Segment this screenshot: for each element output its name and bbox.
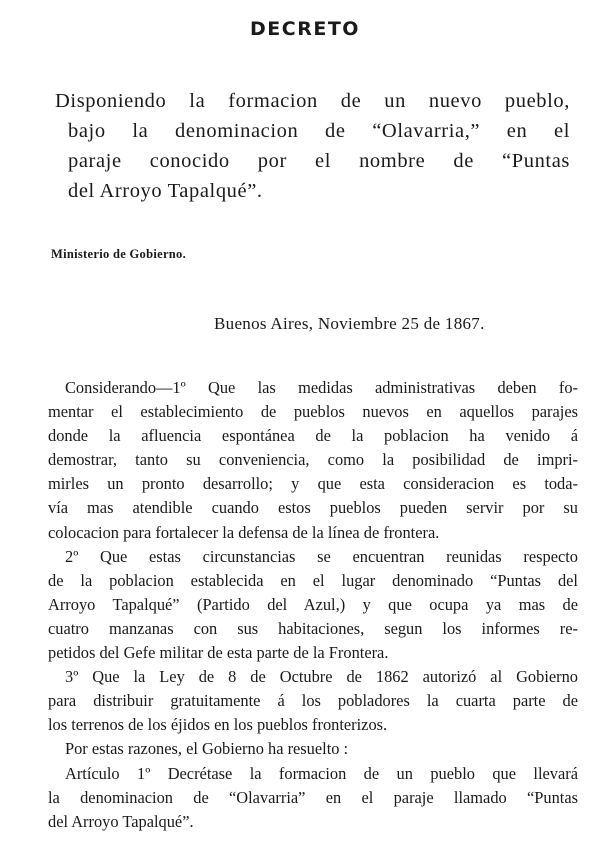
body-line: 2º Que estas circunstancias se encuentran reunidas respecto [65,546,578,566]
body-line: para distribuir gratuitamente á los pobladores la cuarta parte de [48,691,578,711]
subtitle-line: Disponiendo la formacion de un nuevo pueblo, [55,90,570,112]
decree-subtitle [50,86,570,206]
body-line: Considerando—1º Que las medidas administrativas deben fo- [65,378,578,397]
body-line: Arroyo Tapalqué” (Partido del Azul,) y que ocupa ya mas de [48,594,578,614]
body-line: cuatro manzanas con sus habitaciones, segun los informes re- [48,618,578,638]
body-line: 3º Que la Ley de 8 de Octubre de 1862 autorizó al Gobierno [65,667,578,687]
body-line: de la poblacion establecida en el lugar denominado “Puntas del [48,570,578,590]
body-line: vía mas atendible cuando estos pueblos pueden servir por su [48,498,578,518]
body-line: colocacion para fortalecer la defensa de la línea de frontera. [48,522,440,542]
subtitle-line: del Arroyo Tapalqué”. [68,180,263,202]
ministry-heading: Ministerio de Gobierno. [51,247,187,261]
subtitle-line: bajo la denominacion de “Olavarria,” en el [68,120,570,142]
body-line: del Arroyo Tapalqué”. [48,811,194,831]
body-line: demostrar, tanto su conveniencia, como la posibilidad de impri- [48,450,578,470]
dateline: Buenos Aires, Noviembre 25 de 1867. [214,314,485,333]
body-line: mentar el establecimiento de pueblos nuevos en aquellos parajes [48,402,578,422]
body-line: donde la afluencia espontánea de la poblacion ha venido á [48,426,578,446]
body-line: Artículo 1º Decrétase la formacion de un pueblo que llevará [65,763,578,783]
body-line: los terrenos de los éjidos en los pueblos fronterizos. [48,715,388,735]
body-line: petidos del Gefe militar de esta parte de la Frontera. [48,643,389,663]
decree-title: DECRETO [250,18,360,40]
body-line: Por estas razones, el Gobierno ha resuelto : [65,739,349,759]
decree-body [48,376,578,834]
body-line: mirles un pronto desarrollo; y que esta consideracion es toda- [48,474,578,494]
body-line: la denominacion de “Olavarria” en el paraje llamado “Puntas [48,787,578,807]
subtitle-line: paraje conocido por el nombre de “Puntas [68,150,570,172]
